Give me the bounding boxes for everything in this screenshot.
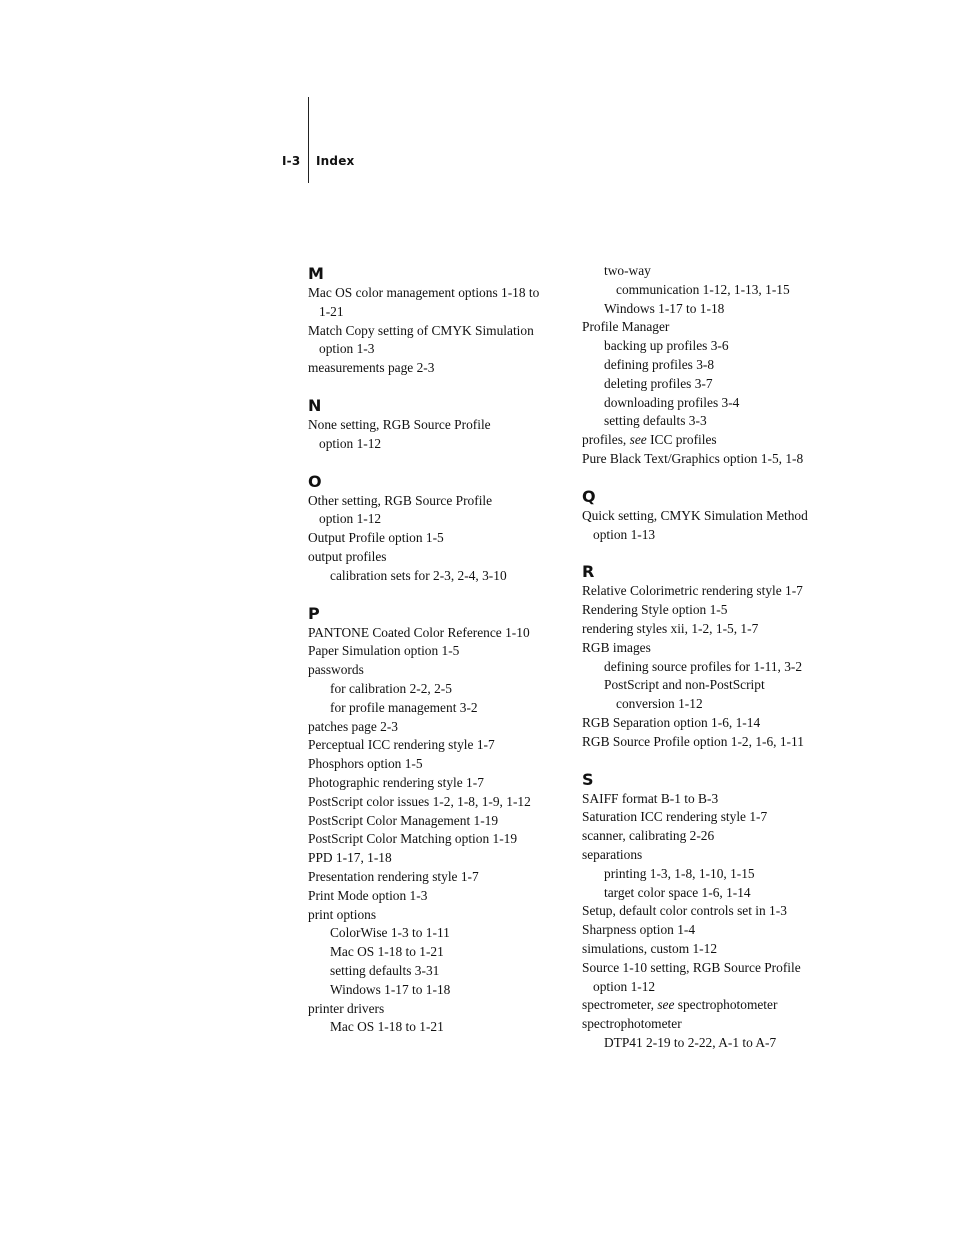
index-entry: Paper Simulation option 1-5	[308, 643, 460, 659]
index-entry: RGB Source Profile option 1-2, 1-6, 1-11	[582, 733, 804, 749]
index-entry: Relative Colorimetric rendering style 1-7	[582, 583, 803, 599]
index-entry-continuation: option 1-3	[319, 341, 375, 357]
index-entry: printing 1-3, 1-8, 1-10, 1-15	[604, 865, 755, 881]
index-entry: Phosphors option 1-5	[308, 756, 423, 772]
entry-text: spectrophotometer	[674, 997, 778, 1013]
index-section	[308, 262, 570, 378]
index-entry: RGB images	[582, 639, 651, 655]
index-entry: SAIFF format B-1 to B-3	[582, 790, 719, 806]
index-column-left	[308, 262, 570, 1053]
section-letter: S	[582, 769, 594, 789]
index-entry: Source 1-10 setting, RGB Source Profile	[582, 959, 801, 975]
index-entry: Mac OS color management options 1-18 to	[308, 285, 540, 300]
section-letter: N	[308, 395, 322, 415]
index-entry	[582, 431, 822, 450]
index-entry: simulations, custom 1-12	[582, 940, 718, 956]
index-entry: Profile Manager	[582, 319, 670, 335]
section-letter: O	[308, 471, 322, 491]
index-entry: Windows 1-17 to 1-18	[604, 300, 725, 316]
index-entry-continuation: option 1-12	[319, 435, 382, 451]
index-entry: Quick setting, CMYK Simulation Method	[582, 507, 808, 523]
index-entry: setting defaults 3-31	[330, 962, 440, 978]
entry-text: profiles,	[582, 432, 630, 448]
index-entry: rendering styles xii, 1-2, 1-5, 1-7	[582, 620, 759, 636]
index-entry	[582, 996, 822, 1015]
index-entry: separations	[582, 846, 643, 862]
index-entry-continuation: communication 1-12, 1-13, 1-15	[616, 281, 790, 297]
index-entry: RGB Separation option 1-6, 1-14	[582, 714, 761, 730]
index-entry: defining profiles 3-8	[604, 356, 715, 372]
index-entry: output profiles	[308, 548, 387, 564]
index-entry: Presentation rendering style 1-7	[308, 868, 479, 884]
index-entry-continuation: 1-21	[319, 303, 344, 319]
index-entry: Rendering Style option 1-5	[582, 602, 728, 618]
index-entry: PostScript and non-PostScript	[604, 677, 765, 693]
index-entry: for profile management 3-2	[330, 699, 478, 715]
index-entry: Saturation ICC rendering style 1-7	[582, 809, 768, 825]
index-section	[308, 470, 570, 586]
index-entry-continuation: option 1-12	[319, 511, 382, 527]
index-entry: Setup, default color controls set in 1-3	[582, 903, 787, 919]
index-entry: Match Copy setting of CMYK Simulation	[308, 322, 534, 338]
index-entry: Photographic rendering style 1-7	[308, 774, 484, 790]
index-entry: defining source profiles for 1-11, 3-2	[604, 658, 803, 674]
index-entry: calibration sets for 2-3, 2-4, 3-10	[330, 567, 507, 583]
index-entry: Pure Black Text/Graphics option 1-5, 1-8	[582, 450, 804, 466]
index-entry: Windows 1-17 to 1-18	[330, 981, 451, 997]
index-entry: backing up profiles 3-6	[604, 338, 729, 354]
index-entry: spectrophotometer	[582, 1016, 682, 1032]
index-entry: print options	[308, 906, 377, 922]
index-entry: Perceptual ICC rendering style 1-7	[308, 737, 495, 753]
index-entry: measurements page 2-3	[308, 360, 435, 376]
index-entry: ColorWise 1-3 to 1-11	[330, 925, 450, 941]
entry-text: spectrometer,	[582, 997, 658, 1013]
index-entry: downloading profiles 3-4	[604, 394, 740, 410]
running-title: Index	[316, 154, 355, 168]
index-entry: Output Profile option 1-5	[308, 530, 444, 546]
see-reference: see	[657, 997, 675, 1013]
index-entry: setting defaults 3-3	[604, 413, 707, 429]
index-entry: Other setting, RGB Source Profile	[308, 492, 493, 508]
index-entry: None setting, RGB Source Profile	[308, 416, 491, 432]
index-entry: patches page 2-3	[308, 718, 398, 734]
index-entry-continuation: option 1-13	[593, 526, 656, 542]
index-entry: PostScript Color Matching option 1-19	[308, 831, 518, 847]
index-section	[308, 602, 570, 1038]
index-entry: PostScript color issues 1-2, 1-8, 1-9, 1-12	[308, 793, 531, 809]
index-section	[582, 262, 822, 469]
index-entry: scanner, calibrating 2-26	[582, 828, 715, 844]
index-entry: printer drivers	[308, 1000, 385, 1016]
index-entry: Mac OS 1-18 to 1-21	[330, 1019, 444, 1035]
section-letter: P	[308, 603, 320, 623]
index-entry: Print Mode option 1-3	[308, 887, 428, 903]
index-entry: for calibration 2-2, 2-5	[330, 680, 452, 696]
section-letter: M	[308, 264, 324, 283]
index-entry: target color space 1-6, 1-14	[604, 884, 751, 900]
index-section	[582, 485, 822, 545]
index-entry: Sharpness option 1-4	[582, 922, 696, 938]
index-entry: passwords	[308, 662, 364, 678]
index-section	[582, 768, 822, 1053]
page-number: I-3	[282, 154, 301, 168]
index-entry: PANTONE Coated Color Reference 1-10	[308, 624, 530, 640]
index-entry: PPD 1-17, 1-18	[308, 850, 392, 866]
index-entry: PostScript Color Management 1-19	[308, 812, 499, 828]
index-entry: DTP41 2-19 to 2-22, A-1 to A-7	[604, 1034, 777, 1050]
index-entry: Mac OS 1-18 to 1-21	[330, 944, 444, 960]
index-section	[582, 560, 822, 751]
index-entry: two-way	[604, 263, 651, 278]
index-column-right	[582, 262, 822, 1069]
section-letter: R	[582, 562, 595, 582]
entry-text: ICC profiles	[646, 432, 717, 448]
header-rule	[308, 97, 309, 183]
see-reference: see	[629, 432, 647, 448]
index-entry-continuation: conversion 1-12	[616, 696, 703, 712]
section-letter: Q	[582, 486, 596, 506]
index-entry: deleting profiles 3-7	[604, 375, 713, 391]
index-section	[308, 394, 570, 454]
index-entry-continuation: option 1-12	[593, 978, 656, 994]
